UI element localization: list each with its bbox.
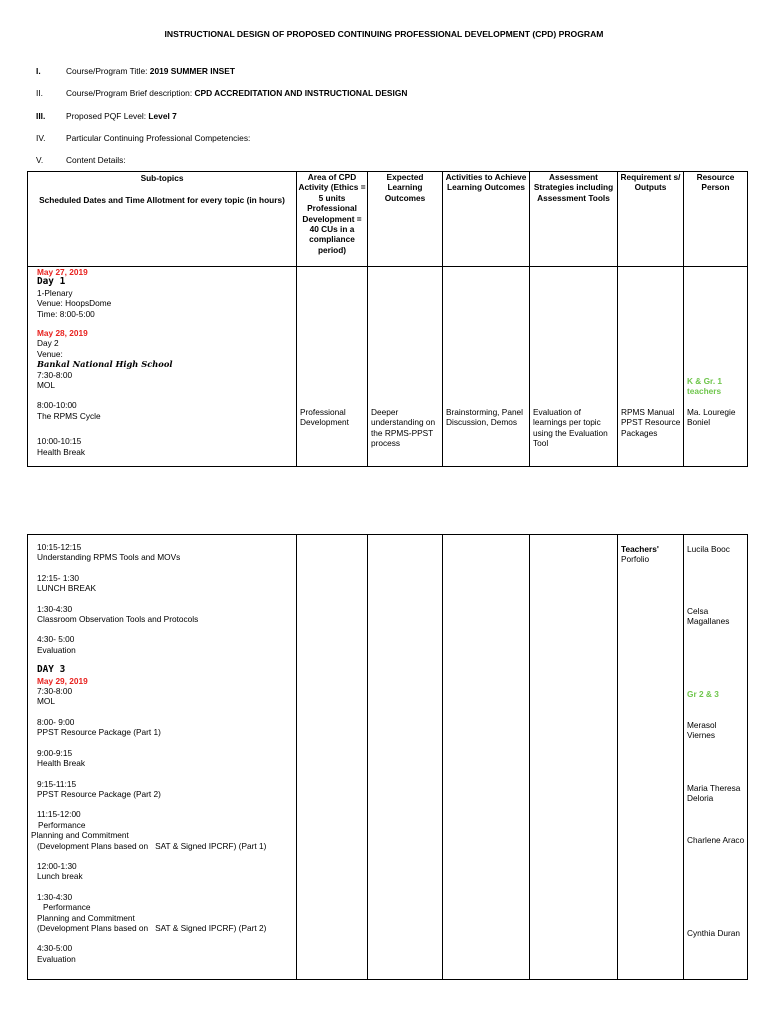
resource-cell — [684, 267, 748, 467]
topic-label: Performance — [43, 902, 91, 913]
group-label: K & Gr. 1 teachers — [687, 376, 723, 397]
requirements-cell — [618, 535, 684, 980]
requirements-cell — [618, 267, 684, 467]
section-value: Level 7 — [148, 111, 177, 121]
topic-label: LUNCH BREAK — [37, 583, 97, 594]
topic-label: Planning and Commitment — [31, 830, 129, 841]
time-label: 4:30-5:00 — [37, 943, 73, 954]
cpd-table-page1 — [27, 171, 748, 467]
section-label: Course/Program Brief description: — [66, 88, 195, 98]
time-label: 7:30-8:00 — [37, 686, 73, 697]
section-number: I. — [36, 66, 41, 76]
topic-label: (Development Plans based on SAT & Signed IPCRF) (Part 2) — [37, 922, 267, 933]
topic-label: Evaluation — [37, 953, 76, 964]
header-scheduled-label: Scheduled Dates and Time Allotment for every topic (in hours) — [39, 195, 285, 206]
resource-person: Charlene Araco — [687, 835, 745, 845]
time-label: 12:15- 1:30 — [37, 572, 79, 583]
section-label: Course/Program Title: — [66, 66, 150, 76]
section-pqf-level — [66, 111, 177, 121]
day-label: Day 1 — [37, 276, 66, 288]
assessment-text: Evaluation of learnings per topic using the Evaluation Tool — [533, 407, 608, 449]
requirements-label: Teachers' — [621, 544, 659, 554]
time-label: 1:30-4:30 — [37, 603, 73, 614]
day-label: Day 2 — [37, 338, 59, 349]
resource-person: Celsa Magallanes — [687, 606, 730, 627]
section-number: IV. — [36, 133, 46, 143]
section-number: V. — [36, 155, 44, 165]
topic-label: PPST Resource Package (Part 2) — [37, 788, 161, 799]
topic-label: MOL — [37, 696, 55, 707]
outcomes-text: Deeper understanding on the RPMS-PPST process — [371, 407, 436, 449]
table-row — [28, 267, 748, 467]
resource-person: Merasol Viernes — [687, 720, 717, 741]
header-assessment: Assessment Strategies including Assessment Tools — [530, 172, 618, 267]
date-label: May 29, 2019 — [37, 675, 88, 686]
header-requirements: Requirement s/ Outputs — [618, 172, 684, 267]
document-title: INSTRUCTIONAL DESIGN OF PROPOSED CONTINUING PROFESSIONAL DEVELOPMENT (CPD) PROGRAM — [164, 29, 604, 39]
resource-cell — [684, 535, 748, 980]
header-area: Area of CPD Activity (Ethics = 5 units Professional Development = 40 CUs in a compliance period) — [297, 172, 368, 267]
group-label: Gr 2 & 3 — [687, 689, 719, 699]
outcomes-cell — [368, 267, 443, 467]
requirements-text — [621, 544, 681, 565]
school-name: Bankal National High School — [37, 359, 173, 370]
resource-person: Cynthia Duran — [687, 928, 741, 938]
activities-text: Brainstorming, Panel Discussion, Demos — [446, 407, 524, 428]
time-label: Time: 8:00-5:00 — [37, 308, 95, 319]
area-cell — [297, 535, 368, 980]
assessment-cell — [530, 267, 618, 467]
topic-label: Health Break — [37, 446, 85, 457]
time-label: 10:00-10:15 — [37, 436, 82, 447]
section-label: Proposed PQF Level: — [66, 111, 149, 121]
time-label: 10:15-12:15 — [37, 542, 82, 552]
time-label: 7:30-8:00 — [37, 369, 73, 380]
header-subtopics — [28, 172, 297, 267]
time-label: 8:00- 9:00 — [37, 716, 75, 727]
topic-label: PPST Resource Package (Part 1) — [37, 727, 161, 738]
section-brief-description — [66, 88, 407, 98]
topic-label: Understanding RPMS Tools and MOVs — [37, 552, 181, 563]
subtopics-cell — [28, 535, 297, 980]
topic-label: MOL — [37, 380, 55, 391]
resource-person: Maria Theresa Deloria — [687, 783, 741, 804]
topic-label: Lunch break — [37, 871, 83, 882]
date-label: May 27, 2019 — [37, 267, 88, 277]
plenary-label: 1-Plenary — [37, 287, 73, 298]
time-label: 1:30-4:30 — [37, 891, 73, 902]
requirements-label: Porfolio — [621, 554, 650, 565]
topic-label: Performance — [38, 819, 86, 830]
subtopics-cell — [28, 267, 297, 467]
venue-label: Venue: — [37, 348, 63, 359]
section-value: CPD ACCREDITATION AND INSTRUCTIONAL DESIGN — [194, 88, 408, 98]
time-label: 4:30- 5:00 — [37, 634, 75, 645]
assessment-cell — [530, 535, 618, 980]
resource-person: Lucila Booc — [687, 544, 730, 554]
section-number: II. — [36, 88, 43, 98]
section-number: III. — [36, 111, 46, 121]
date-label: May 28, 2019 — [37, 328, 88, 339]
activities-cell — [443, 267, 530, 467]
topic-label: Health Break — [37, 758, 85, 769]
time-label: 12:00-1:30 — [37, 860, 77, 871]
table-header-row — [28, 172, 748, 267]
activities-cell — [443, 535, 530, 980]
resource-person: Ma. Louregie Boniel — [687, 407, 736, 428]
area-cell — [297, 267, 368, 467]
section-content-details: Content Details: — [66, 155, 126, 165]
topic-label: Evaluation — [37, 644, 76, 655]
day-label: DAY 3 — [37, 664, 66, 676]
topic-label: Planning and Commitment — [37, 912, 135, 923]
section-course-title — [66, 66, 235, 76]
header-subtopics-label: Sub-topics — [140, 173, 184, 183]
header-activities: Activities to Achieve Learning Outcomes — [443, 172, 530, 267]
topic-label: (Development Plans based on SAT & Signed IPCRF) (Part 1) — [37, 840, 267, 851]
time-label: 8:00-10:00 — [37, 400, 77, 411]
header-resource: Resource Person — [684, 172, 748, 267]
header-outcomes: Expected Learning Outcomes — [368, 172, 443, 267]
requirements-text: RPMS Manual PPST Resource Packages — [621, 407, 681, 438]
outcomes-cell — [368, 535, 443, 980]
time-label: 9:15-11:15 — [37, 778, 77, 789]
venue-label: Venue: HoopsDome — [37, 298, 112, 309]
section-value: 2019 SUMMER INSET — [149, 66, 235, 76]
time-label: 9:00-9:15 — [37, 747, 73, 758]
topic-label: Classroom Observation Tools and Protocols — [37, 614, 199, 625]
table-row — [28, 535, 748, 980]
cpd-table-page2 — [27, 534, 748, 980]
section-competencies: Particular Continuing Professional Competencies: — [66, 133, 251, 143]
time-label: 11:15-12:00 — [37, 809, 81, 820]
topic-label: The RPMS Cycle — [37, 410, 101, 421]
area-text: Professional Development — [300, 407, 349, 428]
